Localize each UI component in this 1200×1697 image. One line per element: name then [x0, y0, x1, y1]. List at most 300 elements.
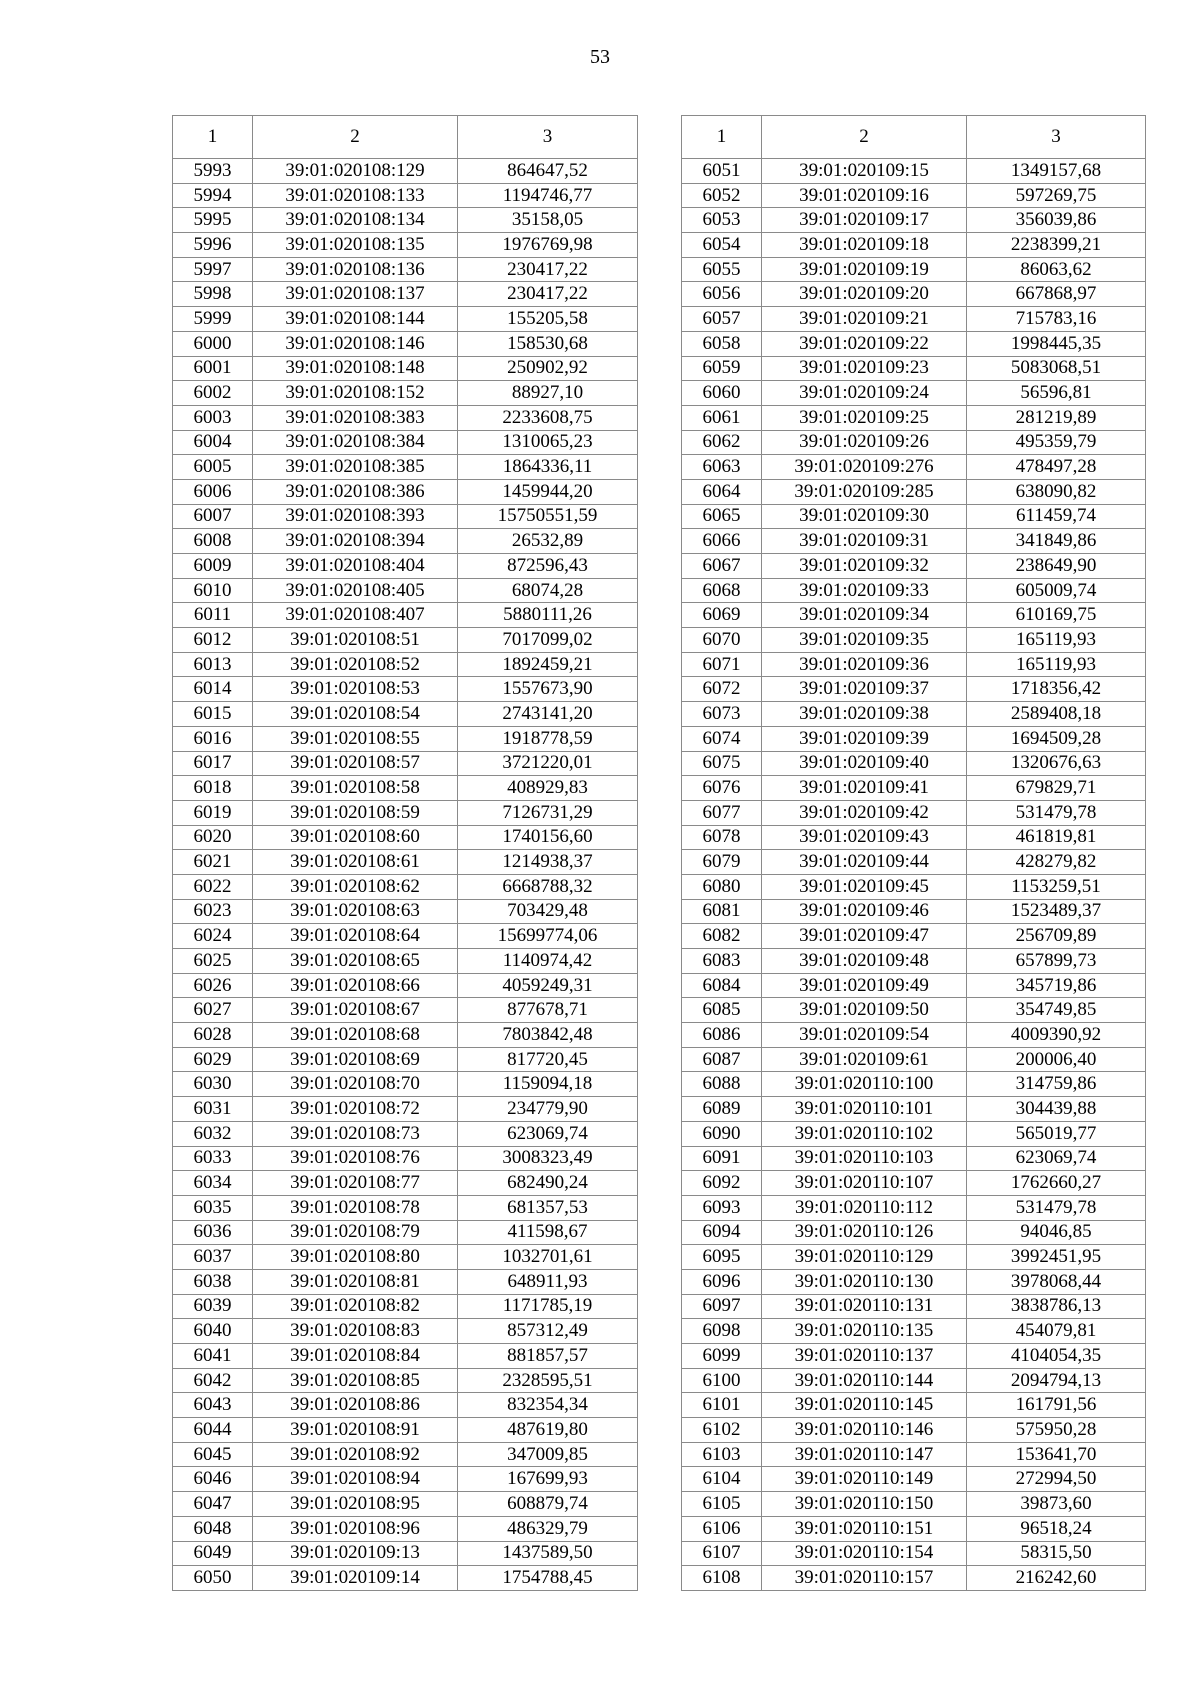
cadastral-number-cell: 39:01:020109:23	[762, 356, 967, 381]
value-cell: 679829,71	[967, 776, 1146, 801]
cadastral-number-cell: 39:01:020108:59	[253, 800, 458, 825]
table-row	[682, 1121, 1146, 1146]
cadastral-number-cell: 39:01:020110:149	[762, 1467, 967, 1492]
value-cell: 1864336,11	[458, 455, 638, 480]
cadastral-number-cell: 39:01:020108:57	[253, 751, 458, 776]
row-number-cell: 6020	[173, 825, 253, 850]
row-number-cell: 6107	[682, 1541, 762, 1566]
row-number-cell: 6010	[173, 578, 253, 603]
row-number-cell: 6084	[682, 973, 762, 998]
table-row	[682, 1319, 1146, 1344]
table-row	[173, 1023, 638, 1048]
row-number-cell: 6050	[173, 1566, 253, 1591]
row-number-cell: 6075	[682, 751, 762, 776]
cadastral-number-cell: 39:01:020108:83	[253, 1319, 458, 1344]
row-number-cell: 6003	[173, 405, 253, 430]
row-number-cell: 6079	[682, 850, 762, 875]
value-cell: 4104054,35	[967, 1344, 1146, 1369]
cadastral-number-cell: 39:01:020109:50	[762, 998, 967, 1023]
cadastral-number-cell: 39:01:020109:45	[762, 874, 967, 899]
row-number-cell: 6052	[682, 183, 762, 208]
cadastral-number-cell: 39:01:020108:405	[253, 578, 458, 603]
value-cell: 408929,83	[458, 776, 638, 801]
row-number-cell: 6087	[682, 1047, 762, 1072]
value-cell: 56596,81	[967, 381, 1146, 406]
value-cell: 1140974,42	[458, 949, 638, 974]
table-row	[682, 455, 1146, 480]
cadastral-number-cell: 39:01:020109:42	[762, 800, 967, 825]
table-row	[173, 751, 638, 776]
cadastral-number-cell: 39:01:020109:22	[762, 331, 967, 356]
row-number-cell: 6023	[173, 899, 253, 924]
table-row	[682, 1245, 1146, 1270]
cadastral-number-cell: 39:01:020109:13	[253, 1541, 458, 1566]
value-cell: 478497,28	[967, 455, 1146, 480]
cadastral-number-cell: 39:01:020109:38	[762, 702, 967, 727]
cadastral-number-cell: 39:01:020108:86	[253, 1393, 458, 1418]
value-cell: 817720,45	[458, 1047, 638, 1072]
table-row	[173, 850, 638, 875]
row-number-cell: 6104	[682, 1467, 762, 1492]
value-cell: 88927,10	[458, 381, 638, 406]
row-number-cell: 6043	[173, 1393, 253, 1418]
cadastral-number-cell: 39:01:020108:80	[253, 1245, 458, 1270]
value-cell: 682490,24	[458, 1171, 638, 1196]
value-cell: 4059249,31	[458, 973, 638, 998]
row-number-cell: 6102	[682, 1418, 762, 1443]
value-cell: 3008323,49	[458, 1146, 638, 1171]
table-row	[682, 603, 1146, 628]
cadastral-number-cell: 39:01:020108:383	[253, 405, 458, 430]
value-cell: 234779,90	[458, 1097, 638, 1122]
value-cell: 256709,89	[967, 924, 1146, 949]
cadastral-number-cell: 39:01:020108:135	[253, 233, 458, 258]
cadastral-number-cell: 39:01:020110:154	[762, 1541, 967, 1566]
cadastral-number-cell: 39:01:020108:94	[253, 1467, 458, 1492]
value-cell: 1437589,50	[458, 1541, 638, 1566]
cadastral-number-cell: 39:01:020110:135	[762, 1319, 967, 1344]
value-cell: 608879,74	[458, 1492, 638, 1517]
table-row	[682, 405, 1146, 430]
value-cell: 341849,86	[967, 529, 1146, 554]
row-number-cell: 6014	[173, 677, 253, 702]
cadastral-number-cell: 39:01:020109:16	[762, 183, 967, 208]
table-row	[173, 924, 638, 949]
column-header-3: 3	[458, 116, 638, 159]
row-number-cell: 6045	[173, 1442, 253, 1467]
value-cell: 7126731,29	[458, 800, 638, 825]
cadastral-number-cell: 39:01:020110:129	[762, 1245, 967, 1270]
table-row	[173, 998, 638, 1023]
table-row	[682, 1023, 1146, 1048]
table-row	[173, 1541, 638, 1566]
row-number-cell: 6037	[173, 1245, 253, 1270]
table-row	[682, 825, 1146, 850]
value-cell: 58315,50	[967, 1541, 1146, 1566]
cadastral-number-cell: 39:01:020109:39	[762, 726, 967, 751]
value-cell: 7017099,02	[458, 628, 638, 653]
row-number-cell: 6096	[682, 1269, 762, 1294]
table-row	[173, 702, 638, 727]
table-row	[682, 1047, 1146, 1072]
value-cell: 96518,24	[967, 1516, 1146, 1541]
value-cell: 1523489,37	[967, 899, 1146, 924]
value-cell: 2233608,75	[458, 405, 638, 430]
cadastral-number-cell: 39:01:020110:100	[762, 1072, 967, 1097]
cadastral-number-cell: 39:01:020108:152	[253, 381, 458, 406]
row-number-cell: 5997	[173, 257, 253, 282]
table-row	[173, 578, 638, 603]
row-number-cell: 6072	[682, 677, 762, 702]
table-row	[173, 874, 638, 899]
table-row	[173, 1442, 638, 1467]
cadastral-number-cell: 39:01:020108:61	[253, 850, 458, 875]
cadastral-number-cell: 39:01:020108:133	[253, 183, 458, 208]
table-row	[173, 257, 638, 282]
row-number-cell: 6015	[173, 702, 253, 727]
row-number-cell: 6025	[173, 949, 253, 974]
table-row	[682, 1393, 1146, 1418]
table-row	[173, 1245, 638, 1270]
row-number-cell: 6097	[682, 1294, 762, 1319]
cadastral-number-cell: 39:01:020108:62	[253, 874, 458, 899]
table-row	[173, 628, 638, 653]
table-row	[173, 331, 638, 356]
cadastral-number-cell: 39:01:020109:46	[762, 899, 967, 924]
table-row	[682, 1220, 1146, 1245]
row-number-cell: 6059	[682, 356, 762, 381]
value-cell: 610169,75	[967, 603, 1146, 628]
table-row	[682, 628, 1146, 653]
row-number-cell: 6000	[173, 331, 253, 356]
table-row	[173, 949, 638, 974]
cadastral-number-cell: 39:01:020108:68	[253, 1023, 458, 1048]
table-row	[173, 776, 638, 801]
table-row	[173, 529, 638, 554]
cadastral-number-cell: 39:01:020109:34	[762, 603, 967, 628]
row-number-cell: 6042	[173, 1368, 253, 1393]
table-row	[682, 1516, 1146, 1541]
value-cell: 281219,89	[967, 405, 1146, 430]
row-number-cell: 6060	[682, 381, 762, 406]
value-cell: 715783,16	[967, 307, 1146, 332]
table-row	[682, 677, 1146, 702]
cadastral-number-cell: 39:01:020108:53	[253, 677, 458, 702]
value-cell: 648911,93	[458, 1269, 638, 1294]
cadastral-number-cell: 39:01:020108:146	[253, 331, 458, 356]
table-row	[682, 998, 1146, 1023]
table-row	[173, 208, 638, 233]
value-cell: 1998445,35	[967, 331, 1146, 356]
table-row	[173, 1097, 638, 1122]
table-row	[682, 1418, 1146, 1443]
row-number-cell: 6090	[682, 1121, 762, 1146]
header-row	[682, 116, 1146, 159]
cadastral-number-cell: 39:01:020108:66	[253, 973, 458, 998]
row-number-cell: 6074	[682, 726, 762, 751]
table-row	[173, 1047, 638, 1072]
table-row	[682, 652, 1146, 677]
row-number-cell: 6029	[173, 1047, 253, 1072]
cadastral-number-cell: 39:01:020110:147	[762, 1442, 967, 1467]
cadastral-number-cell: 39:01:020108:385	[253, 455, 458, 480]
table-row	[682, 1294, 1146, 1319]
table-row	[682, 973, 1146, 998]
value-cell: 1153259,51	[967, 874, 1146, 899]
table-row	[682, 331, 1146, 356]
table-row	[682, 233, 1146, 258]
row-number-cell: 6056	[682, 282, 762, 307]
value-cell: 2589408,18	[967, 702, 1146, 727]
left-table-body	[173, 159, 638, 1591]
row-number-cell: 6071	[682, 652, 762, 677]
row-number-cell: 6012	[173, 628, 253, 653]
row-number-cell: 6007	[173, 504, 253, 529]
cadastral-number-cell: 39:01:020108:384	[253, 430, 458, 455]
value-cell: 857312,49	[458, 1319, 638, 1344]
cadastral-number-cell: 39:01:020109:48	[762, 949, 967, 974]
table-row	[173, 504, 638, 529]
value-cell: 531479,78	[967, 1195, 1146, 1220]
cadastral-number-cell: 39:01:020109:21	[762, 307, 967, 332]
cadastral-number-cell: 39:01:020108:407	[253, 603, 458, 628]
table-row	[682, 1344, 1146, 1369]
row-number-cell: 6057	[682, 307, 762, 332]
value-cell: 623069,74	[458, 1121, 638, 1146]
row-number-cell: 6061	[682, 405, 762, 430]
cadastral-number-cell: 39:01:020109:33	[762, 578, 967, 603]
value-cell: 158530,68	[458, 331, 638, 356]
row-number-cell: 6046	[173, 1467, 253, 1492]
table-row	[173, 1121, 638, 1146]
value-cell: 165119,93	[967, 652, 1146, 677]
left-table	[172, 115, 638, 1591]
row-number-cell: 6044	[173, 1418, 253, 1443]
cadastral-number-cell: 39:01:020109:285	[762, 479, 967, 504]
value-cell: 3992451,95	[967, 1245, 1146, 1270]
row-number-cell: 6001	[173, 356, 253, 381]
table-row	[682, 776, 1146, 801]
cadastral-number-cell: 39:01:020110:131	[762, 1294, 967, 1319]
value-cell: 15750551,59	[458, 504, 638, 529]
cadastral-number-cell: 39:01:020108:394	[253, 529, 458, 554]
table-row	[682, 1467, 1146, 1492]
row-number-cell: 5996	[173, 233, 253, 258]
table-row	[682, 1097, 1146, 1122]
row-number-cell: 6067	[682, 554, 762, 579]
row-number-cell: 6101	[682, 1393, 762, 1418]
row-number-cell: 6055	[682, 257, 762, 282]
value-cell: 1892459,21	[458, 652, 638, 677]
cadastral-number-cell: 39:01:020108:84	[253, 1344, 458, 1369]
row-number-cell: 6036	[173, 1220, 253, 1245]
value-cell: 428279,82	[967, 850, 1146, 875]
value-cell: 597269,75	[967, 183, 1146, 208]
row-number-cell: 6041	[173, 1344, 253, 1369]
row-number-cell: 6082	[682, 924, 762, 949]
table-row	[682, 1541, 1146, 1566]
row-number-cell: 6076	[682, 776, 762, 801]
cadastral-number-cell: 39:01:020109:49	[762, 973, 967, 998]
table-row	[682, 479, 1146, 504]
column-header-1: 1	[173, 116, 253, 159]
value-cell: 345719,86	[967, 973, 1146, 998]
cadastral-number-cell: 39:01:020109:17	[762, 208, 967, 233]
cadastral-number-cell: 39:01:020108:81	[253, 1269, 458, 1294]
right-table-body	[682, 159, 1146, 1591]
value-cell: 487619,80	[458, 1418, 638, 1443]
table-row	[682, 257, 1146, 282]
cadastral-number-cell: 39:01:020108:70	[253, 1072, 458, 1097]
cadastral-number-cell: 39:01:020108:79	[253, 1220, 458, 1245]
right-table	[681, 115, 1146, 1591]
value-cell: 877678,71	[458, 998, 638, 1023]
table-row	[682, 1492, 1146, 1517]
value-cell: 1214938,37	[458, 850, 638, 875]
value-cell: 304439,88	[967, 1097, 1146, 1122]
value-cell: 1032701,61	[458, 1245, 638, 1270]
table-row	[682, 751, 1146, 776]
value-cell: 94046,85	[967, 1220, 1146, 1245]
table-row	[173, 677, 638, 702]
value-cell: 5880111,26	[458, 603, 638, 628]
table-row	[173, 1368, 638, 1393]
value-cell: 872596,43	[458, 554, 638, 579]
table-row	[682, 899, 1146, 924]
value-cell: 832354,34	[458, 1393, 638, 1418]
table-row	[682, 529, 1146, 554]
row-number-cell: 6106	[682, 1516, 762, 1541]
cadastral-number-cell: 39:01:020109:43	[762, 825, 967, 850]
value-cell: 1754788,45	[458, 1566, 638, 1591]
row-number-cell: 6064	[682, 479, 762, 504]
table-row	[682, 1195, 1146, 1220]
row-number-cell: 6068	[682, 578, 762, 603]
value-cell: 1740156,60	[458, 825, 638, 850]
row-number-cell: 6070	[682, 628, 762, 653]
table-row	[173, 1072, 638, 1097]
cadastral-number-cell: 39:01:020108:393	[253, 504, 458, 529]
table-row	[682, 1171, 1146, 1196]
value-cell: 864647,52	[458, 159, 638, 184]
row-number-cell: 6099	[682, 1344, 762, 1369]
table-row	[682, 726, 1146, 751]
cadastral-number-cell: 39:01:020109:35	[762, 628, 967, 653]
table-row	[173, 554, 638, 579]
row-number-cell: 6098	[682, 1319, 762, 1344]
value-cell: 1320676,63	[967, 751, 1146, 776]
row-number-cell: 5999	[173, 307, 253, 332]
table-row	[173, 726, 638, 751]
row-number-cell: 6062	[682, 430, 762, 455]
row-number-cell: 6030	[173, 1072, 253, 1097]
row-number-cell: 6093	[682, 1195, 762, 1220]
table-row	[682, 1269, 1146, 1294]
value-cell: 461819,81	[967, 825, 1146, 850]
value-cell: 314759,86	[967, 1072, 1146, 1097]
value-cell: 2238399,21	[967, 233, 1146, 258]
table-row	[682, 504, 1146, 529]
row-number-cell: 6069	[682, 603, 762, 628]
value-cell: 39873,60	[967, 1492, 1146, 1517]
row-number-cell: 6095	[682, 1245, 762, 1270]
row-number-cell: 6063	[682, 455, 762, 480]
table-row	[173, 1418, 638, 1443]
table-row	[173, 973, 638, 998]
row-number-cell: 6080	[682, 874, 762, 899]
table-row	[682, 874, 1146, 899]
value-cell: 161791,56	[967, 1393, 1146, 1418]
value-cell: 1310065,23	[458, 430, 638, 455]
table-row	[173, 430, 638, 455]
row-number-cell: 6027	[173, 998, 253, 1023]
value-cell: 1694509,28	[967, 726, 1146, 751]
row-number-cell: 6032	[173, 1121, 253, 1146]
row-number-cell: 6108	[682, 1566, 762, 1591]
cadastral-number-cell: 39:01:020109:37	[762, 677, 967, 702]
value-cell: 3838786,13	[967, 1294, 1146, 1319]
value-cell: 486329,79	[458, 1516, 638, 1541]
row-number-cell: 6004	[173, 430, 253, 455]
row-number-cell: 6019	[173, 800, 253, 825]
cadastral-number-cell: 39:01:020109:44	[762, 850, 967, 875]
cadastral-number-cell: 39:01:020108:91	[253, 1418, 458, 1443]
cadastral-number-cell: 39:01:020110:157	[762, 1566, 967, 1591]
row-number-cell: 5993	[173, 159, 253, 184]
table-row	[682, 554, 1146, 579]
cadastral-number-cell: 39:01:020110:101	[762, 1097, 967, 1122]
row-number-cell: 6040	[173, 1319, 253, 1344]
cadastral-number-cell: 39:01:020109:61	[762, 1047, 967, 1072]
value-cell: 703429,48	[458, 899, 638, 924]
table-row	[173, 652, 638, 677]
value-cell: 230417,22	[458, 257, 638, 282]
value-cell: 250902,92	[458, 356, 638, 381]
row-number-cell: 6058	[682, 331, 762, 356]
value-cell: 1976769,98	[458, 233, 638, 258]
table-row	[173, 800, 638, 825]
value-cell: 6668788,32	[458, 874, 638, 899]
row-number-cell: 6034	[173, 1171, 253, 1196]
table-row	[682, 578, 1146, 603]
table-row	[173, 1269, 638, 1294]
cadastral-number-cell: 39:01:020108:69	[253, 1047, 458, 1072]
cadastral-number-cell: 39:01:020110:107	[762, 1171, 967, 1196]
cadastral-number-cell: 39:01:020109:15	[762, 159, 967, 184]
cadastral-number-cell: 39:01:020108:129	[253, 159, 458, 184]
value-cell: 454079,81	[967, 1319, 1146, 1344]
row-number-cell: 6033	[173, 1146, 253, 1171]
value-cell: 1918778,59	[458, 726, 638, 751]
value-cell: 881857,57	[458, 1344, 638, 1369]
table-row	[682, 1566, 1146, 1591]
column-header-2: 2	[762, 116, 967, 159]
table-row	[173, 1344, 638, 1369]
value-cell: 575950,28	[967, 1418, 1146, 1443]
table-row	[173, 603, 638, 628]
cadastral-number-cell: 39:01:020108:67	[253, 998, 458, 1023]
cadastral-number-cell: 39:01:020108:65	[253, 949, 458, 974]
row-number-cell: 6103	[682, 1442, 762, 1467]
value-cell: 35158,05	[458, 208, 638, 233]
table-row	[173, 1171, 638, 1196]
row-number-cell: 5995	[173, 208, 253, 233]
cadastral-number-cell: 39:01:020108:72	[253, 1097, 458, 1122]
cadastral-number-cell: 39:01:020110:130	[762, 1269, 967, 1294]
table-row	[173, 1294, 638, 1319]
table-row	[173, 899, 638, 924]
table-row	[682, 850, 1146, 875]
